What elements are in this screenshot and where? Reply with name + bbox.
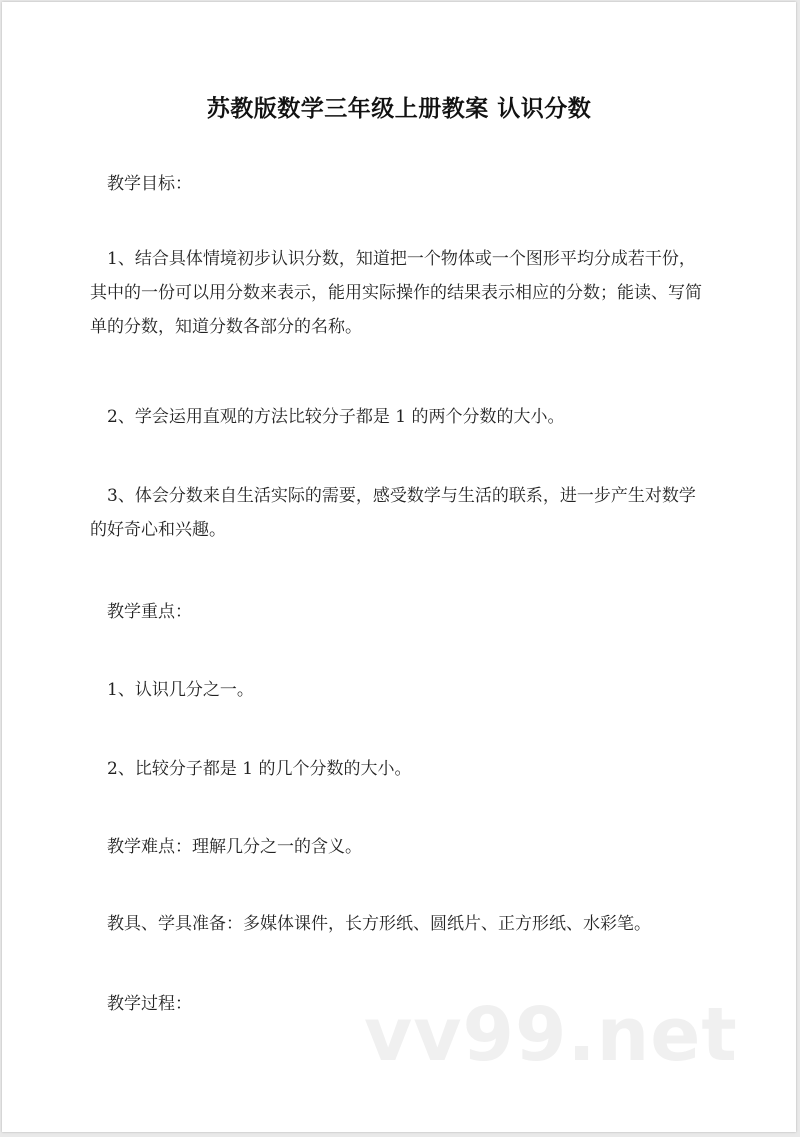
objective-2: 2、学会运用直观的方法比较分子都是 1 的两个分数的大小。 bbox=[107, 407, 565, 427]
key-points-heading: 教学重点： bbox=[107, 602, 192, 622]
teaching-difficulty: 教学难点：理解几分之一的含义。 bbox=[107, 837, 362, 857]
key-point-1: 1、认识几分之一。 bbox=[107, 680, 254, 700]
document-title: 苏教版数学三年级上册教案 认识分数 bbox=[206, 96, 592, 122]
objectives-heading: 教学目标： bbox=[107, 174, 192, 194]
objective-3: 3、体会分数来自生活实际的需要，感受数学与生活的联系，进一步产生对数学的好奇心和兴趣。 bbox=[90, 486, 696, 540]
key-point-2: 2、比较分子都是 1 的几个分数的大小。 bbox=[107, 759, 412, 779]
teaching-materials: 教具、学具准备：多媒体课件，长方形纸、圆纸片、正方形纸、水彩笔。 bbox=[107, 914, 651, 934]
objective-1: 1、结合具体情境初步认识分数，知道把一个物体或一个图形平均分成若干份，其中的一份可以用分数来表示，能用实际操作的结果表示相应的分数；能读、写简单的分数，知道分数各部分的名称。 bbox=[90, 249, 702, 337]
watermark-text: vv99.net bbox=[364, 992, 738, 1078]
document-page bbox=[2, 2, 796, 1132]
process-heading: 教学过程： bbox=[107, 994, 192, 1014]
